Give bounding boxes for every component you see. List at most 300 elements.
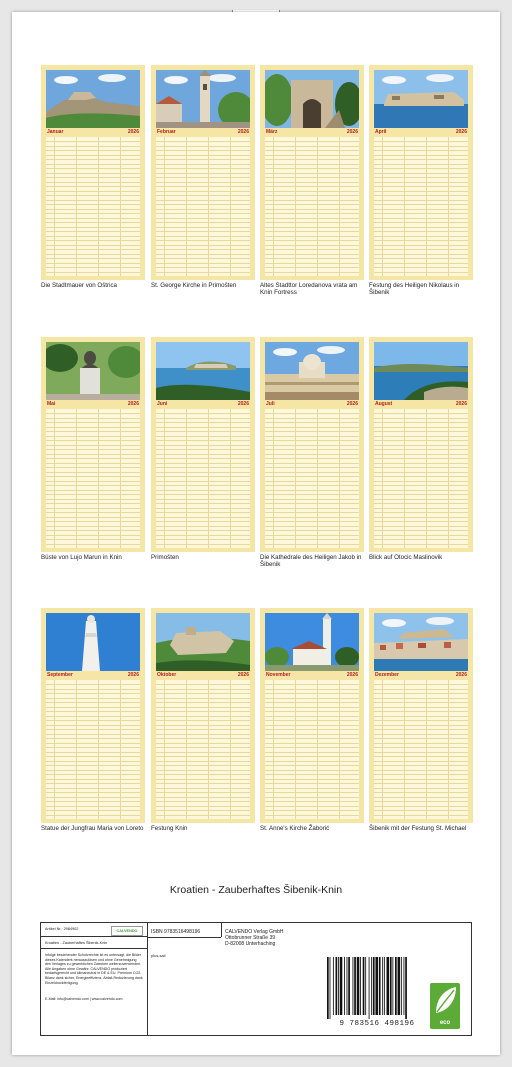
day-row: [156, 240, 250, 241]
day-row: [46, 267, 140, 268]
month-frame: [369, 65, 473, 280]
day-row: [156, 526, 250, 527]
day-row: [265, 508, 359, 509]
day-row: [374, 418, 468, 419]
month-name: März: [266, 129, 278, 135]
day-row: [374, 734, 468, 735]
barcode-bar: [348, 957, 350, 1015]
day-row: [374, 177, 468, 178]
day-row: [156, 209, 250, 210]
day-row: [265, 449, 359, 450]
day-row: [46, 231, 140, 232]
month-year: 2026: [237, 401, 249, 407]
day-row: [374, 521, 468, 522]
day-row: [156, 693, 250, 694]
day-row: [156, 503, 250, 504]
day-row: [156, 418, 250, 419]
photo-image: [156, 70, 250, 128]
day-row: [156, 173, 250, 174]
day-row: [46, 517, 140, 518]
month-name: Juli: [266, 401, 275, 407]
day-row: [156, 702, 250, 703]
day-row: [374, 413, 468, 414]
calendar-title: Kroatien - Zauberhaftes Šibenik-Knin: [169, 884, 343, 896]
day-row: [46, 481, 140, 482]
day-row: [374, 779, 468, 780]
day-row: [265, 440, 359, 441]
grid-column: [208, 409, 209, 548]
grid-column: [54, 137, 55, 276]
day-row: [265, 774, 359, 775]
grid-column: [230, 409, 231, 548]
day-row: [46, 490, 140, 491]
month-photo: [46, 70, 140, 128]
day-row: [374, 159, 468, 160]
day-row: [156, 231, 250, 232]
day-row: [156, 535, 250, 536]
day-row: [265, 467, 359, 468]
day-row: [265, 213, 359, 214]
day-row: [156, 213, 250, 214]
day-row: [156, 436, 250, 437]
month-photo: [265, 342, 359, 400]
day-row: [265, 195, 359, 196]
day-row: [46, 141, 140, 142]
month-name: Januar: [47, 129, 64, 135]
day-row: [156, 427, 250, 428]
short-title-row: [41, 937, 147, 949]
barcode-bar: [340, 957, 343, 1015]
day-row: [156, 801, 250, 802]
day-row: [265, 249, 359, 250]
day-row: [46, 774, 140, 775]
day-row: [374, 431, 468, 432]
day-row: [374, 463, 468, 464]
barcode-bar: [360, 957, 361, 1015]
day-row: [156, 191, 250, 192]
barcode-bar: [354, 957, 356, 1015]
grid-column: [295, 409, 296, 548]
day-row: [156, 752, 250, 753]
month-year: 2026: [237, 672, 249, 678]
photo-caption: St. Anne's Kirche Žaborić: [260, 825, 330, 832]
day-row: [46, 222, 140, 223]
photo-image: [374, 342, 468, 400]
day-row: [265, 783, 359, 784]
day-row: [46, 535, 140, 536]
day-row: [46, 463, 140, 464]
day-row: [374, 738, 468, 739]
month-header: [374, 401, 468, 408]
day-row: [46, 150, 140, 151]
month-photo: [46, 613, 140, 671]
day-row: [265, 245, 359, 246]
eco-label: eco: [439, 1020, 451, 1026]
day-row: [265, 810, 359, 811]
grid-column: [120, 409, 121, 548]
day-row: [46, 738, 140, 739]
barcode-bar: [330, 957, 331, 1019]
day-row: [46, 476, 140, 477]
day-row: [46, 734, 140, 735]
grid-column: [448, 137, 449, 276]
day-row: [46, 530, 140, 531]
grid-column: [76, 409, 77, 548]
grid-column: [273, 680, 274, 819]
day-row: [265, 503, 359, 504]
day-row: [374, 512, 468, 513]
barcode-bar: [382, 957, 383, 1015]
grid-column: [295, 680, 296, 819]
barcode-bar: [390, 957, 392, 1015]
day-row: [374, 770, 468, 771]
photo-image: [46, 342, 140, 400]
day-row: [374, 240, 468, 241]
day-row: [156, 449, 250, 450]
grid-column: [382, 680, 383, 819]
day-row: [265, 707, 359, 708]
day-row: [156, 517, 250, 518]
day-row: [46, 779, 140, 780]
grid-column: [54, 409, 55, 548]
day-row: [374, 729, 468, 730]
month-frame: [369, 337, 473, 552]
day-row: [46, 245, 140, 246]
day-row: [46, 146, 140, 147]
month-frame: [260, 65, 364, 280]
day-row: [374, 689, 468, 690]
day-row: [265, 689, 359, 690]
barcode-bar: [353, 957, 354, 1015]
photo-caption: Büste von Lujo Marun in Knin: [41, 554, 122, 561]
day-row: [374, 476, 468, 477]
day-row: [46, 815, 140, 816]
day-row: [374, 711, 468, 712]
day-row: [46, 792, 140, 793]
day-row: [46, 445, 140, 446]
isbn: ISBN 9783516498196: [151, 929, 201, 935]
day-row: [374, 200, 468, 201]
day-row: [374, 213, 468, 214]
day-row: [265, 779, 359, 780]
month-photo: [156, 70, 250, 128]
day-row: [265, 263, 359, 264]
day-row: [46, 544, 140, 545]
day-row: [265, 204, 359, 205]
day-row: [374, 458, 468, 459]
grid-column: [164, 137, 165, 276]
day-row: [156, 729, 250, 730]
day-row: [374, 445, 468, 446]
day-row: [265, 815, 359, 816]
day-row: [265, 716, 359, 717]
day-row: [156, 182, 250, 183]
grid-column: [339, 137, 340, 276]
barcode-bar: [404, 957, 405, 1015]
grid-column: [426, 409, 427, 548]
day-row: [265, 141, 359, 142]
month-frame: [151, 65, 255, 280]
price-note: plus.sail: [151, 953, 166, 958]
day-row: [374, 508, 468, 509]
day-row: [46, 512, 140, 513]
day-row: [46, 693, 140, 694]
short-title: Kroatien - Zauberhaftes Šibenik-Knin: [45, 941, 108, 945]
month-frame: [151, 337, 255, 552]
publisher-line: D-82008 Unterhaching: [225, 941, 276, 947]
day-row: [374, 218, 468, 219]
day-row: [374, 792, 468, 793]
day-row: [156, 756, 250, 757]
grid-column: [208, 137, 209, 276]
grid-column: [186, 409, 187, 548]
day-row: [46, 173, 140, 174]
barcode-bar: [384, 957, 385, 1015]
day-row: [156, 539, 250, 540]
day-row: [265, 530, 359, 531]
day-row: [156, 508, 250, 509]
day-row: [265, 150, 359, 151]
day-row: [265, 539, 359, 540]
day-row: [374, 236, 468, 237]
photo-caption: Statue der Jungfrau Maria von Loreto: [41, 825, 144, 832]
day-row: [265, 155, 359, 156]
grid-column: [230, 137, 231, 276]
day-row: [156, 734, 250, 735]
barcode-bar: [398, 957, 401, 1015]
day-row: [374, 472, 468, 473]
day-row: [156, 530, 250, 531]
day-row: [46, 422, 140, 423]
month-header: [265, 672, 359, 679]
month-header: [374, 672, 468, 679]
day-row: [374, 195, 468, 196]
day-row: [46, 702, 140, 703]
day-row: [265, 698, 359, 699]
grid-column: [186, 680, 187, 819]
day-row: [265, 752, 359, 753]
month-photo: [265, 70, 359, 128]
day-row: [46, 761, 140, 762]
calvendo-logo: [111, 926, 143, 936]
day-row: [156, 761, 250, 762]
day-row: [46, 797, 140, 798]
day-row: [46, 449, 140, 450]
day-row: [156, 689, 250, 690]
month-photo: [374, 70, 468, 128]
publisher-address: [225, 929, 284, 947]
photo-caption: Primošten: [151, 554, 179, 561]
day-row: [374, 141, 468, 142]
day-row: [46, 521, 140, 522]
day-row: [265, 512, 359, 513]
day-row: [156, 236, 250, 237]
day-row: [46, 454, 140, 455]
day-row: [265, 747, 359, 748]
day-row: [46, 227, 140, 228]
day-row: [156, 440, 250, 441]
day-row: [374, 756, 468, 757]
day-row: [265, 792, 359, 793]
day-row: [374, 693, 468, 694]
day-row: [156, 422, 250, 423]
day-row: [156, 481, 250, 482]
day-row: [46, 765, 140, 766]
day-row: [46, 467, 140, 468]
day-row: [46, 539, 140, 540]
day-row: [156, 249, 250, 250]
day-row: [156, 222, 250, 223]
grid-column: [339, 409, 340, 548]
day-row: [156, 815, 250, 816]
day-row: [46, 747, 140, 748]
legal-text: Infolge bestehender Schutzrechte ist es untersagt, die Bilder dieses Kalenders herauszulösen und ohne Genehmigung des Verlages zu gewerblichen Zwecken weiterzuverwenden. Alle Angaben ohne Gewähr. CALVENDO produziert bedarfsgerecht und klimaneutral in DE & EU. Premium CO2-Bilanz dank sicher, Energieeffizienz, Abfall-Reduzierung dank Einzeldruckfertigung.: [45, 953, 143, 985]
month-year: 2026: [127, 672, 139, 678]
day-row: [265, 445, 359, 446]
grid-column: [448, 680, 449, 819]
day-row: [265, 427, 359, 428]
day-row: [156, 200, 250, 201]
barcode-bar: [365, 957, 366, 1015]
day-row: [156, 272, 250, 273]
day-row: [374, 186, 468, 187]
month-name: Juni: [157, 401, 168, 407]
grid-column: [339, 680, 340, 819]
day-row: [46, 499, 140, 500]
photo-image: [265, 342, 359, 400]
day-row: [265, 725, 359, 726]
day-row: [265, 517, 359, 518]
day-row: [46, 806, 140, 807]
day-row: [374, 503, 468, 504]
month-year: 2026: [237, 129, 249, 135]
day-row: [46, 191, 140, 192]
barcode-bar: [379, 957, 381, 1015]
day-row: [156, 806, 250, 807]
day-row: [156, 258, 250, 259]
day-row: [374, 806, 468, 807]
article-row: [41, 923, 147, 937]
day-row: [374, 191, 468, 192]
day-row: [156, 245, 250, 246]
day-row: [374, 481, 468, 482]
day-row: [374, 530, 468, 531]
day-row: [374, 788, 468, 789]
day-row: [374, 494, 468, 495]
day-grid: [156, 680, 250, 819]
day-row: [265, 761, 359, 762]
day-row: [156, 485, 250, 486]
barcode-bar: [369, 957, 370, 1019]
day-row: [156, 168, 250, 169]
day-row: [156, 521, 250, 522]
day-row: [265, 168, 359, 169]
month-header: [374, 129, 468, 136]
grid-column: [54, 680, 55, 819]
day-row: [265, 526, 359, 527]
day-row: [156, 150, 250, 151]
publisher-line: Ottobrunner Straße 39: [225, 935, 276, 941]
day-row: [374, 499, 468, 500]
grid-column: [295, 137, 296, 276]
month-frame: [151, 608, 255, 823]
day-row: [156, 770, 250, 771]
day-row: [265, 436, 359, 437]
day-row: [374, 725, 468, 726]
day-row: [265, 231, 359, 232]
barcode-bar: [375, 957, 378, 1015]
day-row: [46, 427, 140, 428]
day-row: [374, 231, 468, 232]
day-grid: [265, 137, 359, 276]
day-row: [265, 182, 359, 183]
barcode-bar: [371, 957, 372, 1015]
grid-column: [426, 680, 427, 819]
grid-column: [98, 680, 99, 819]
day-row: [156, 684, 250, 685]
photo-caption: Festung des Heiligen Nikolaus in Šibenik: [369, 282, 460, 296]
day-row: [156, 512, 250, 513]
day-row: [156, 738, 250, 739]
day-row: [265, 267, 359, 268]
day-row: [46, 711, 140, 712]
day-row: [374, 249, 468, 250]
day-row: [265, 472, 359, 473]
month-frame: [41, 608, 145, 823]
photo-caption: Altes Stadttor Loredanova vrata am Knin Fortress: [260, 282, 358, 296]
day-row: [46, 200, 140, 201]
day-row: [265, 788, 359, 789]
day-row: [265, 454, 359, 455]
day-row: [265, 191, 359, 192]
day-row: [46, 801, 140, 802]
photo-caption: Festung Knin: [151, 825, 188, 832]
barcode-bar: [333, 957, 334, 1015]
photo-image: [156, 613, 250, 671]
day-row: [46, 503, 140, 504]
day-row: [156, 413, 250, 414]
day-row: [156, 263, 250, 264]
day-row: [46, 240, 140, 241]
day-row: [156, 476, 250, 477]
day-row: [46, 213, 140, 214]
day-row: [265, 240, 359, 241]
day-row: [156, 765, 250, 766]
grid-column: [448, 409, 449, 548]
day-row: [156, 458, 250, 459]
day-row: [46, 689, 140, 690]
day-row: [46, 508, 140, 509]
day-row: [374, 517, 468, 518]
day-row: [374, 684, 468, 685]
day-row: [46, 729, 140, 730]
day-grid: [374, 680, 468, 819]
day-row: [265, 702, 359, 703]
day-row: [374, 209, 468, 210]
day-row: [46, 494, 140, 495]
day-row: [265, 222, 359, 223]
month-year: 2026: [127, 401, 139, 407]
publisher-line: CALVENDO Verlag GmbH: [225, 929, 284, 935]
day-row: [156, 725, 250, 726]
month-header: [265, 401, 359, 408]
day-row: [374, 801, 468, 802]
day-row: [265, 218, 359, 219]
photo-caption: Die Stadtmauer von Oštrica: [41, 282, 117, 289]
day-grid: [374, 409, 468, 548]
grid-column: [76, 680, 77, 819]
day-row: [46, 254, 140, 255]
